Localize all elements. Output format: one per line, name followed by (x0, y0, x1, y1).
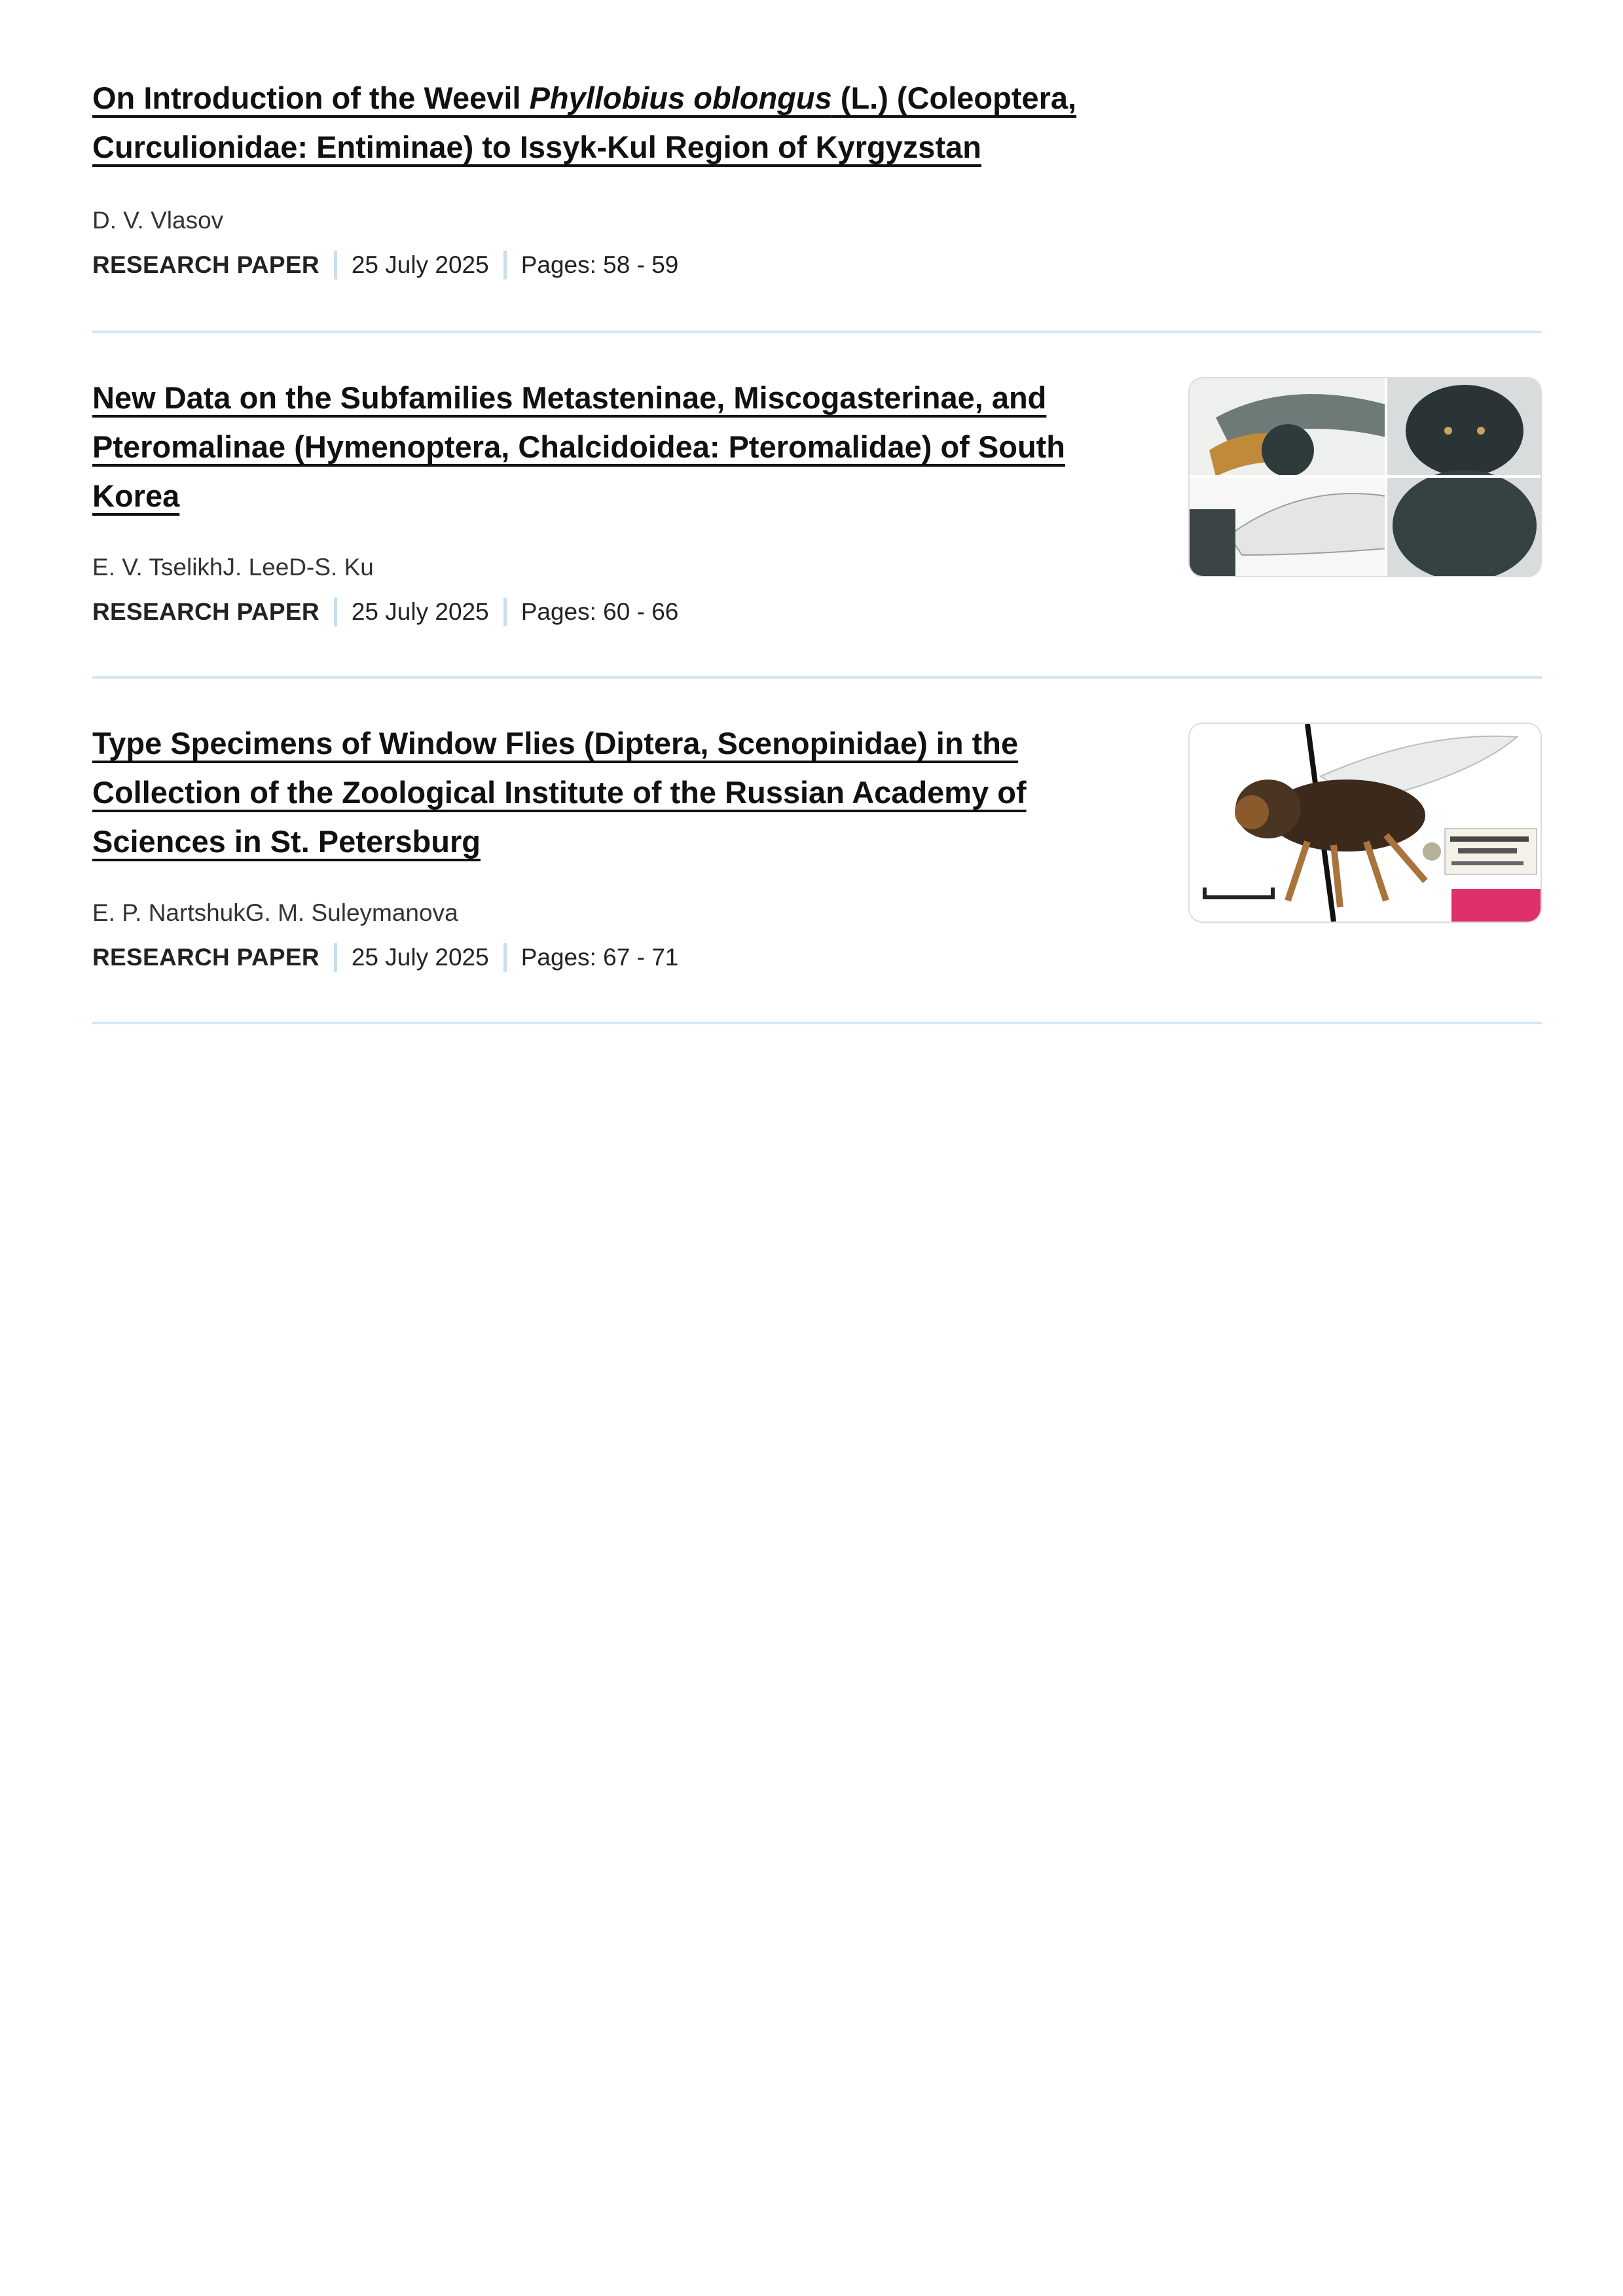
article-title (92, 373, 1153, 520)
meta-separator (503, 943, 507, 972)
article-pages: Pages: 67 - 71 (520, 944, 679, 971)
meta-separator (334, 251, 337, 279)
article-date: 25 July 2025 (351, 598, 489, 625)
article-authors: D. V. Vlasov (92, 207, 224, 234)
article-type-badge: RESEARCH PAPER (92, 251, 319, 278)
article-meta (92, 598, 678, 626)
article-date: 25 July 2025 (351, 944, 489, 971)
article-pages: Pages: 58 - 59 (520, 251, 679, 278)
article-type-badge: RESEARCH PAPER (92, 944, 319, 971)
article-meta (92, 251, 678, 279)
species-name: Phyllobius oblongus (529, 81, 832, 115)
wasp-specimen-image (1190, 378, 1541, 576)
meta-separator (334, 943, 337, 972)
article-thumbnail-fly[interactable] (1188, 723, 1542, 923)
article-meta (92, 943, 678, 972)
meta-separator (503, 598, 507, 626)
article-pages: Pages: 60 - 66 (520, 598, 679, 625)
meta-separator (503, 251, 507, 279)
article-authors: E. P. NartshukG. M. Suleymanova (92, 899, 458, 926)
fly-specimen-image (1190, 724, 1541, 922)
article-title-link[interactable]: On Introduction of the Weevil Phyllobius oblongus (L.) (Coleoptera, Curculionidae: Entiminae) to Issyk-Kul Region of Kyrgyzstan (92, 81, 1077, 164)
article-date: 25 July 2025 (351, 251, 489, 278)
article-type-badge: RESEARCH PAPER (92, 598, 319, 625)
article-title (92, 73, 1153, 171)
article-divider (92, 331, 1542, 333)
article-divider (92, 676, 1542, 679)
meta-separator (334, 598, 337, 626)
article-authors: E. V. TselikhJ. LeeD-S. Ku (92, 554, 374, 581)
article-divider (92, 1022, 1542, 1024)
article-title-link[interactable]: New Data on the Subfamilies Metasteninae, Miscogasterinae, and Pteromalinae (Hymenoptera, Chalcidoidea: Pteromalidae) of South Korea (92, 380, 1066, 513)
article-item (92, 73, 1542, 278)
article-title-link[interactable]: Type Specimens of Window Flies (Diptera, Scenopinidae) in the Collection of the Zoological Institute of the Russian Academy of Sciences in St. Petersburg (92, 726, 1027, 859)
article-thumbnail-wasp[interactable] (1188, 377, 1542, 577)
article-title (92, 719, 1153, 866)
